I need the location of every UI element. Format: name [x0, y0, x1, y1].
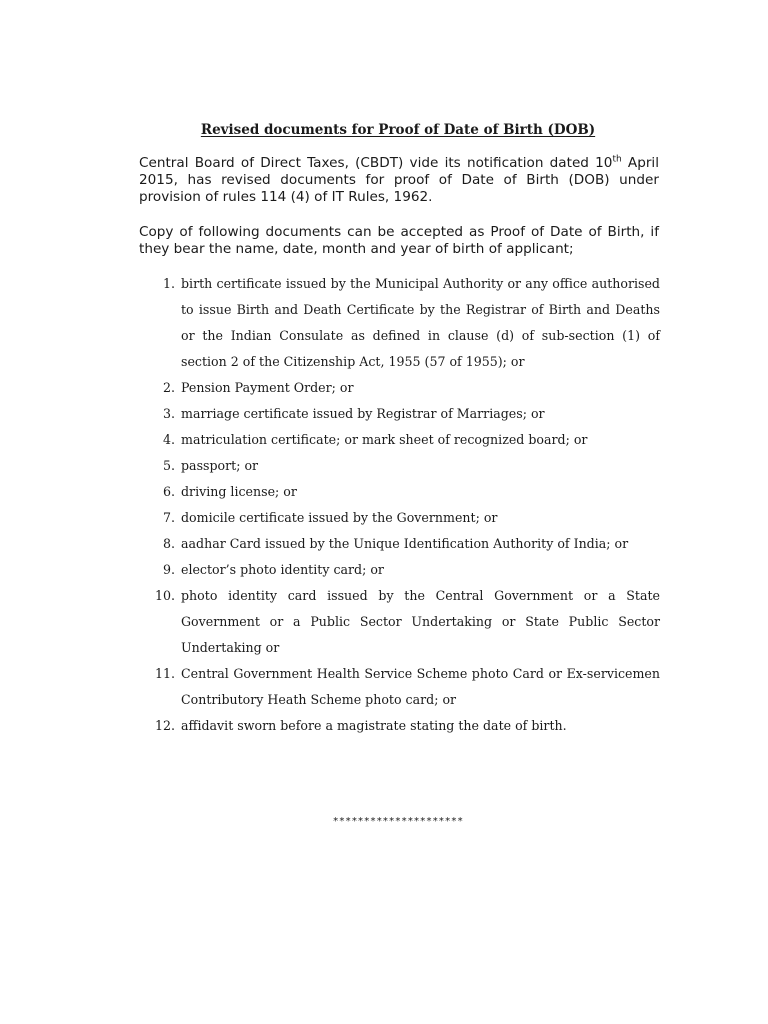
list-item-text: Pension Payment Order; or [181, 380, 354, 395]
end-marker: ********************* [332, 816, 464, 827]
list-item-number: 6. [162, 484, 175, 499]
list-item [140, 427, 660, 453]
list-item-number: 9. [162, 562, 175, 577]
list-item-number: 1. [162, 276, 175, 291]
list-item-number: 4. [162, 432, 175, 447]
intro-paragraph [139, 155, 659, 206]
intro-text-end: April 2015, has revised documents for proof of Date of Birth (DOB) under provision of rules 114 (4) of IT Rules, 1962. [139, 155, 659, 205]
list-item-text: domicile certificate issued by the Government; or [181, 510, 498, 525]
document-title: Revised documents for Proof of Date of Birth (DOB) [200, 122, 596, 138]
list-item [140, 375, 660, 401]
list-item [140, 583, 660, 661]
ordinal-suffix: th [612, 154, 622, 165]
list-item-text: marriage certificate issued by Registrar of Marriages; or [181, 406, 545, 421]
list-item-number: 5. [162, 458, 175, 473]
list-item-text: driving license; or [181, 484, 297, 499]
list-item [140, 713, 660, 739]
list-item-text: matriculation certificate; or mark sheet of recognized board; or [181, 432, 588, 447]
list-item [140, 505, 660, 531]
list-item [140, 271, 660, 375]
list-item [140, 557, 660, 583]
list-item-number: 7. [162, 510, 175, 525]
list-item [140, 479, 660, 505]
list-item-text: elector’s photo identity card; or [181, 562, 384, 577]
document-list [140, 271, 660, 739]
list-item-number: 10. [154, 588, 175, 603]
list-item-text: passport; or [181, 458, 259, 473]
list-item-text: affidavit sworn before a magistrate stating the date of birth. [181, 718, 567, 733]
list-item-number: 3. [162, 406, 175, 421]
intro-text-start: Central Board of Direct Taxes, (CBDT) vide its notification dated 10 [139, 155, 613, 171]
list-item-number: 11. [154, 666, 175, 681]
list-item-number: 12. [154, 718, 175, 733]
list-item [140, 531, 660, 557]
lead-paragraph: Copy of following documents can be accepted as Proof of Date of Birth, if they bear the name, date, month and year of birth of applicant; [139, 224, 659, 257]
list-item [140, 453, 660, 479]
list-item [140, 661, 660, 713]
list-item-text: Central Government Health Service Scheme photo Card or Ex-servicemen Contributory Heath Scheme photo card; or [181, 666, 660, 707]
list-item-text: birth certificate issued by the Municipal Authority or any office authorised to issue Birth and Death Certificate by the Registrar of Birth and Deaths or the Indian Consulate as defined in clause (d) of sub-section (1) of section 2 of the Citizenship Act, 1955 (57 of 1955); or [181, 276, 660, 369]
list-item-text: aadhar Card issued by the Unique Identification Authority of India; or [181, 536, 629, 551]
list-item-number: 2. [162, 380, 175, 395]
list-item [140, 401, 660, 427]
list-item-number: 8. [162, 536, 175, 551]
list-item-text: photo identity card issued by the Central Government or a State Government or a Public Sector Undertaking or State Public Sector Undertaking or [181, 588, 660, 655]
